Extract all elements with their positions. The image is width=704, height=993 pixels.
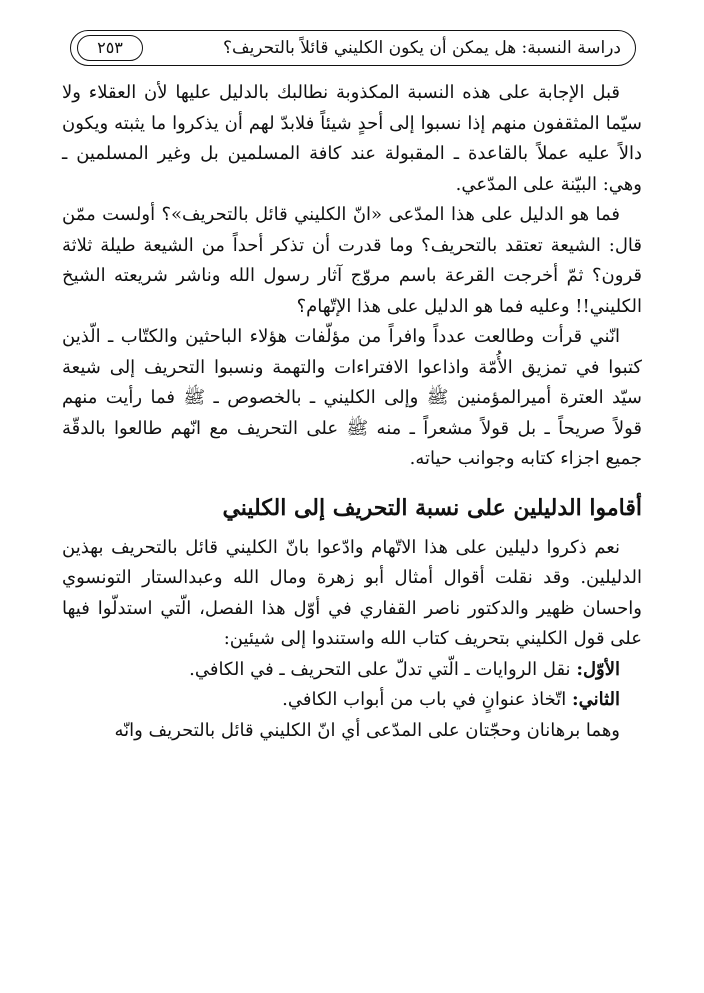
point-first-label: الأوّل: (576, 658, 620, 680)
point-first-text: نقل الروايات ـ الّتي تدلّ على التحريف ـ في الكافي. (189, 658, 571, 680)
point-first (62, 655, 642, 686)
header-title: دراسة النسبة: هل يمكن أن يكون الكليني قائلاً بالتحريف؟ (222, 38, 621, 58)
paragraph-1: قبل الإجابة على هذه النسبة المكذوبة نطالبك بالدليل عليها لأن العقلاء ولا سيّما المثقفون منهم إذا نسبوا إلى أحدٍ شيئاً فلابدّ لهم أن يذكروا ما يثبته ويكون دالاً عليه عملاً بالقاعدة ـ المقبولة عند كافة المسلمين بل وغير المسلمين ـ وهي: البيّنة على المدّعي. (62, 82, 642, 195)
point-second (62, 685, 642, 716)
section-intro: نعم ذكروا دليلين على هذا الاتّهام وادّعوا بانّ الكليني قائل بالتحريف بهذين الدليلين. وقد نقلت أقوال أمثال أبو زهرة ومال الله وعبدالستار التونسوي واحسان ظهير والدكتور ناصر القفاري في أوّل هذا الفصل، الّتي استدلّوا فيها على قول الكليني بتحريف كتاب الله واستندوا إلى شيئين: (62, 536, 642, 649)
paragraph-2: فما هو الدليل على هذا المدّعى «انّ الكليني قائل بالتحريف»؟ أولست ممّن قال: الشيعة تعتقد بالتحريف؟ وما قدرت أن تذكر أحداً من الشيعة طيلة ثلاثة قرون؟ ثمّ أخرجت القرعة باسم مروّج آثار رسول الله وناشر شريعته الشيخ الكليني!! وعليه فما هو الدليل على هذا الإتّهام؟ (62, 204, 642, 317)
point-second-text: اتّخاذ عنوانٍ في باب من أبواب الكافي. (282, 689, 567, 710)
body-text (62, 78, 642, 746)
section-heading: أقاموا الدليلين على نسبة التحريف إلى الكليني (222, 494, 642, 521)
paragraph-3: انّني قرأت وطالعت عدداً وافراً من مؤلّفات هؤلاء الباحثين والكتّاب ـ الّذين كتبوا في تمزيق الأُمّة واذاعوا الافتراءات والتهمة ونسبوا التحريف إلى شيعة سيّد العترة أميرالمؤمنين ﷺ وإلى الكليني ـ بالخصوص ـ ﷺ فما رأيت منهم قولاً صريحاً ـ بل قولاً مشعراً ـ منه ﷺ على التحريف مع انّهم طالعوا بالدقّة جميع اجزاء كتابه وجوانب حياته. (62, 326, 642, 469)
point-second-label: الثاني: (571, 689, 620, 710)
closing-paragraph: وهما برهانان وحجّتان على المدّعى أي انّ الكليني قائل بالتحريف وانّه (114, 719, 620, 741)
page-number: ٢٥٣ (77, 35, 143, 61)
running-header (70, 30, 636, 66)
